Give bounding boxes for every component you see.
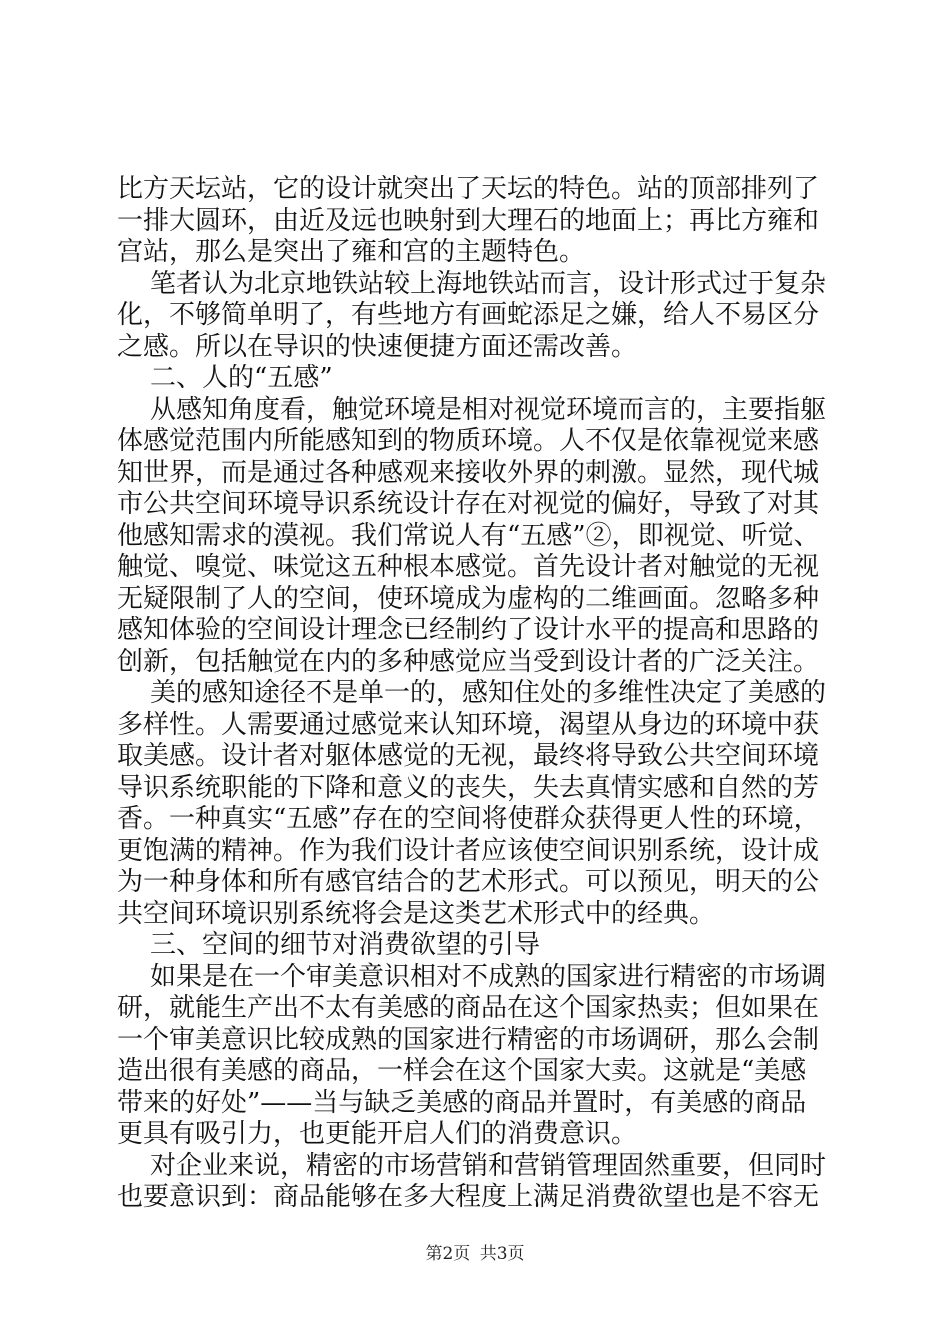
text-line: 共空间环境识别系统将会是这类艺术形式中的经典。 bbox=[117, 898, 716, 929]
text-line: 造出很有美感的商品，一样会在这个国家大卖。这就是“美感 bbox=[117, 1056, 807, 1086]
text-line: 一排大圆环，由近及远也映射到大理石的地面上；再比方雍和 bbox=[117, 205, 820, 236]
text-line: 取美感。设计者对躯体感觉的无视，最终将导致公共空间环境 bbox=[117, 741, 820, 771]
text-line: 宫站，那么是突出了雍和宫的主题特色。 bbox=[117, 237, 586, 267]
text-line: 带来的好处”——当与缺乏美感的商品并置时，有美感的商品 bbox=[117, 1087, 807, 1118]
text-line: 市公共空间环境导识系统设计存在对视觉的偏好，导致了对其 bbox=[117, 489, 820, 519]
text-line: 感知体验的空间设计理念已经制约了设计水平的提高和思路的 bbox=[117, 615, 820, 645]
text-line: 对企业来说，精密的市场营销和营销管理固然重要，但同时 bbox=[117, 1150, 827, 1181]
text-line: 他感知需求的漠视。我们常说人有“五感”②，即视觉、听觉、 bbox=[117, 520, 820, 551]
page-footer bbox=[0, 1244, 950, 1264]
text-line: 从感知角度看，触觉环境是相对视觉环境而言的，主要指躯 bbox=[117, 394, 827, 425]
text-line: 无疑限制了人的空间，使环境成为虚构的二维画面。忽略多种 bbox=[117, 583, 820, 614]
text-line: 如果是在一个审美意识相对不成熟的国家进行精密的市场调 bbox=[117, 961, 827, 992]
text-line: 比方天坛站，它的设计就突出了天坛的特色。站的顶部排列了 bbox=[117, 174, 820, 204]
text-line: 美的感知途径不是单一的，感知住处的多维性决定了美感的 bbox=[117, 678, 827, 708]
text-line: 更具有吸引力，也更能开启人们的消费意识。 bbox=[117, 1119, 638, 1149]
section-heading: 二、人的“五感” bbox=[117, 363, 333, 393]
text-line: 化，不够简单明了，有些地方有画蛇添足之嫌，给人不易区分 bbox=[117, 300, 820, 330]
text-line: 体感觉范围内所能感知到的物质环境。人不仅是依靠视觉来感 bbox=[117, 426, 820, 456]
text-line: 也要意识到：商品能够在多大程度上满足消费欲望也是不容无 bbox=[117, 1182, 820, 1212]
text-line: 创新，包括触觉在内的多种感觉应当受到设计者的广泛关注。 bbox=[117, 646, 820, 677]
text-line: 更饱满的精神。作为我们设计者应该使空间识别系统，设计成 bbox=[117, 835, 820, 866]
text-line: 多样性。人需要通过感觉来认知环境，渴望从身边的环境中获 bbox=[117, 709, 820, 740]
text-line: 触觉、嗅觉、味觉这五种根本感觉。首先设计者对触觉的无视 bbox=[117, 552, 820, 582]
text-line: 为一种身体和所有感官结合的艺术形式。可以预见，明天的公 bbox=[117, 867, 820, 897]
text-line: 一个审美意识比较成熟的国家进行精密的市场调研，那么会制 bbox=[117, 1024, 820, 1055]
text-line: 研，就能生产出不太有美感的商品在这个国家热卖；但如果在 bbox=[117, 993, 820, 1023]
text-line: 知世界，而是通过各种感观来接收外界的刺激。显然，现代城 bbox=[117, 457, 820, 488]
text-line: 笔者认为北京地铁站较上海地铁站而言，设计形式过于复杂 bbox=[117, 268, 827, 299]
page-total: 共3页 bbox=[479, 1244, 525, 1264]
text-line: 导识系统职能的下降和意义的丧失，失去真情实感和自然的芳 bbox=[117, 772, 820, 803]
page-number: 第2页 bbox=[425, 1244, 471, 1264]
text-line: 香。一种真实“五感”存在的空间将使群众获得更人性的环境， bbox=[117, 804, 820, 834]
section-heading: 三、空间的细节对消费欲望的引导 bbox=[117, 930, 541, 960]
document-body bbox=[117, 174, 837, 1214]
text-line: 之感。所以在导识的快速便捷方面还需改善。 bbox=[117, 331, 638, 362]
